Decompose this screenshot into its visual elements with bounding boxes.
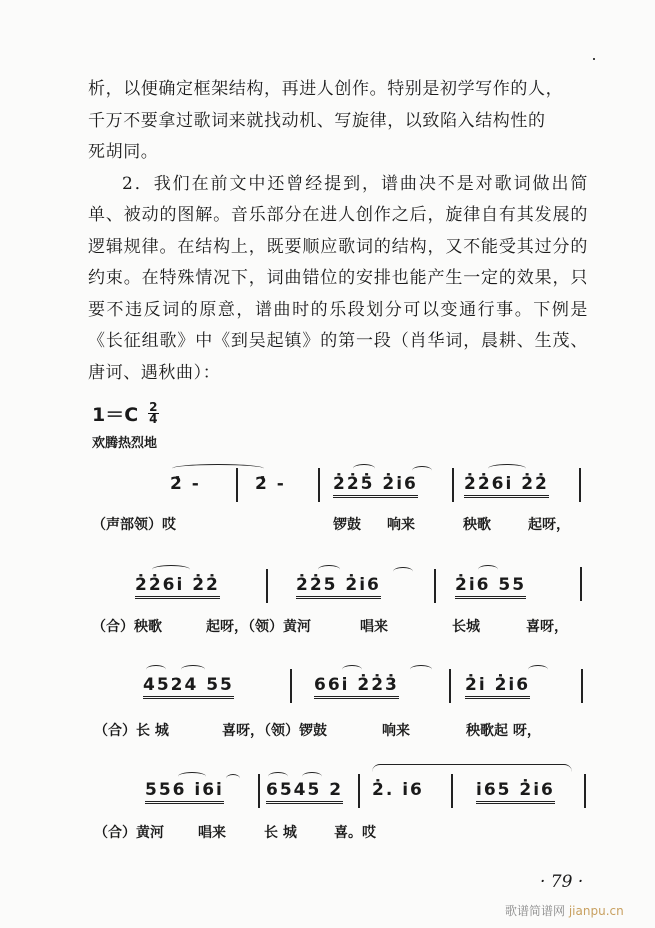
measure: 2̇2̇5̇ 2̇i6 [333,474,418,494]
barline [236,468,238,502]
score-line-4 [0,768,655,818]
measure: 556 i6i [145,780,224,800]
slur [342,665,362,674]
barline [358,774,360,808]
slur [146,665,166,674]
para1-line2: 千万不要拿过歌词来就找动机、写旋律，以致陷入结构性的 [88,110,546,131]
barline [581,669,583,703]
slur [478,565,498,574]
page-number: · 79 · [540,872,584,892]
measure: 2̇i6 55 [455,575,526,595]
slur [226,774,240,783]
slur [528,665,548,674]
barline [266,569,268,603]
barline [258,774,260,808]
measure: 2̇2̇5 2̇i6 [296,575,381,595]
barline [290,669,292,703]
slur [353,464,375,473]
score-line-2 [0,565,655,615]
slur [318,565,340,574]
barline [449,669,451,703]
barline [452,468,454,502]
body-text [88,74,588,389]
para1-line1: 析，以便确定框架结构，再进人创作。特别是初学写作的人， [88,79,564,99]
slur [393,567,413,576]
tempo-marking: 欢腾热烈地 [92,436,158,451]
key-label: 1＝C [92,404,139,426]
measure: 66i 2̇2̇3̇ [314,675,399,695]
measure: 2̇ - [255,474,286,494]
barline [434,569,436,603]
para2: 2．我们在前文中还曾经提到，谱曲决不是对歌词做出简单、被动的图解。音乐部分在进人创作之后，旋律自有其发展的逻辑规律。在结构上，既要顺应歌词的结构，又不能受其过分的约束。在特殊情况下，词曲错位的安排也能产生一定的效果，只要不违反词的原意，谱曲时的乐段划分可以变通行事。下例是《长征组歌》中《到吴起镇》的第一段（肖华词，晨耕、生茂、唐诃、遇秋曲）： [88,173,588,383]
measure: 2̇. i6 [372,780,424,800]
scan-speck [593,58,595,60]
key-signature [92,400,159,427]
measure: i65 2̇i6 [476,780,555,800]
slur [372,764,572,775]
measure: 4524 55 [143,675,234,695]
slur [410,665,432,674]
slur [488,464,526,473]
score-line-3 [0,665,655,715]
slur [181,665,205,674]
barline [451,774,453,808]
measure: 2̇2̇6i 2̇2̇ [135,575,220,595]
barline [318,468,320,502]
time-signature: $\frac{2}{4}$ [149,400,158,426]
slur [172,464,264,473]
para1-line3: 死胡同。 [88,142,159,162]
slur [152,565,190,574]
watermark: 歌谱简谱网 jianpu.cn [505,904,624,918]
barline [584,774,586,808]
measure: 2̇2̇6i 2̇2̇ [464,474,549,494]
measure: 6545 2 [266,780,343,800]
barline [579,468,581,502]
measure: 2̇ - [170,474,201,494]
barline [580,567,582,601]
measure: 2̇i 2̇i6 [465,675,530,695]
score-line-1 [0,462,655,512]
